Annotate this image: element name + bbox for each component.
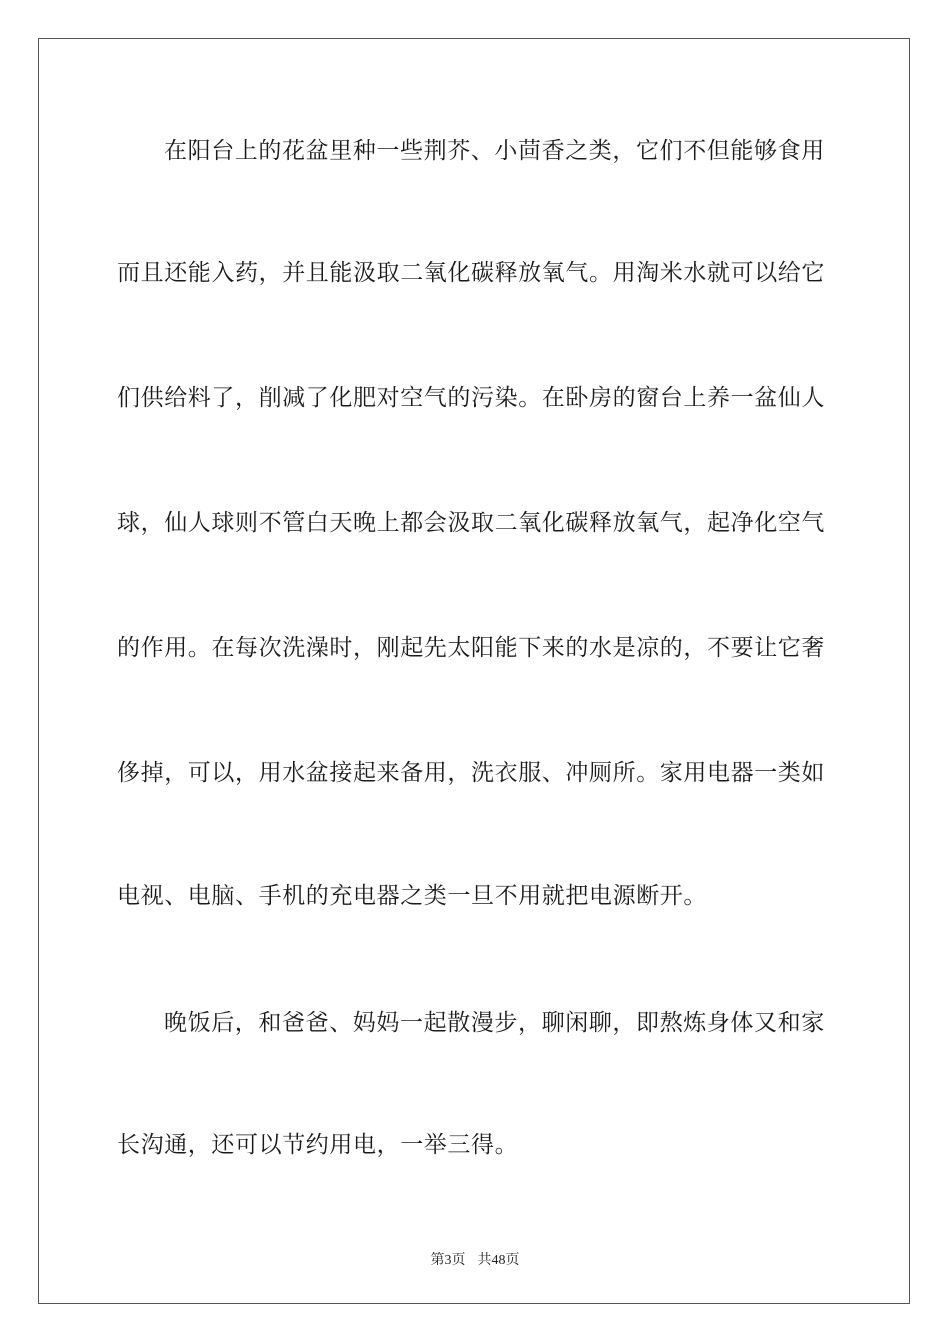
page-total: 共48页 [477, 1253, 520, 1268]
paragraph-line: 电视、电脑、手机的充电器之类一旦不用就把电源断开。 [117, 883, 707, 909]
paragraph-line: 在阳台上的花盆里种一些荆芥、小茴香之类，它们不但能够食用 [164, 138, 825, 164]
paragraph-line: 晚饭后，和爸爸、妈妈一起散漫步，聊闲聊，即熬炼身体又和家 [164, 1010, 825, 1036]
paragraph-line: 球，仙人球则不管白天晚上都会汲取二氧化碳释放氧气，起净化空气 [117, 510, 825, 536]
page-footer [0, 1249, 950, 1269]
paragraph-line: 长沟通，还可以节约用电，一举三得。 [117, 1132, 519, 1158]
paragraph-line: 侈掉，可以，用水盆接起来备用，洗衣服、冲厕所。家用电器一类如 [117, 760, 825, 786]
page-number: 第3页 [430, 1253, 466, 1268]
paragraph-line: 而且还能入药，并且能汲取二氧化碳释放氧气。用淘米水就可以给它 [117, 260, 825, 286]
paragraph-line: 们供给料了，削减了化肥对空气的污染。在卧房的窗台上养一盆仙人 [117, 385, 825, 411]
paragraph-line: 的作用。在每次洗澡时，刚起先太阳能下来的水是凉的，不要让它奢 [117, 635, 825, 661]
page-border [38, 38, 910, 1304]
